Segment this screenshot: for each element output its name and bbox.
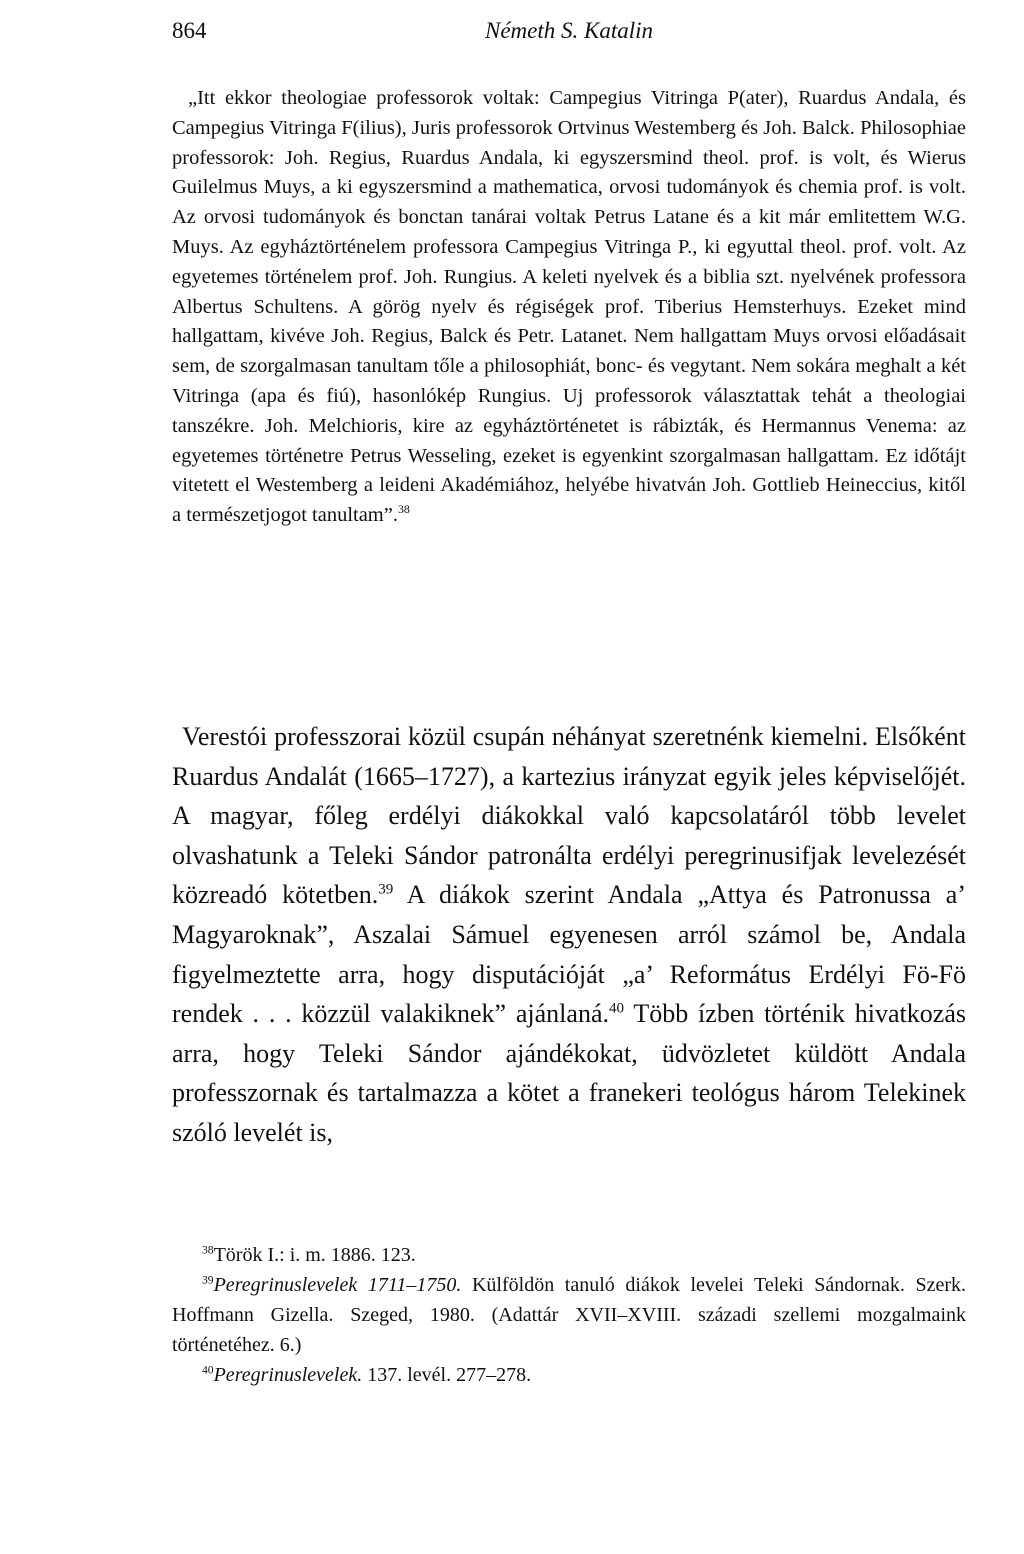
quote-text: „Itt ekkor theologiae professorok voltak: Campegius Vitringa P(ater), Ruardus Andala, és Campegius Vitringa F(ilius), Juris professorok Ortvinus Westemberg és Joh. Balck. Philosophiae professorok: Joh. Regius, Ruardus Andala, ki egyszersmind theol. prof. is volt, és Wierus Guilelmus Muys, a ki egyszersmind a mathematica, orvosi tudományok és chemia prof. is volt. Az orvosi tudományok és bonctan tanárai voltak Petrus Latane és a kit már emlitettem W.G. Muys. Az egyháztörténelem professora Campegius Vitringa P., ki egyuttal theol. prof. volt. Az egyetemes történelem prof. Joh. Rungius. A keleti nyelvek és a biblia szt. nyelvének professora Albertus Schultens. A görög nyelv és régiségek prof. Tiberius Hemsterhuys. Ezeket mind hallgattam, kivéve Joh. Regius, Balck és Petr. Latanet. Nem hallgattam Muys orvosi előadásait sem, de szorgalmasan tanultam tőle a philosophiát, bonc- és vegytant. Nem sokára meghalt a két Vitringa (apa és fiú), hasonlókép Rungius. Uj professorok választattak tehát a theologiai tanszékre. Joh. Melchioris, kire az egyháztörténetet is rábizták, és Hermannus Venema: az egyetemes történetre Petrus Wesseling, ezeket is egyenkint szorgalmasan hallgattam. Ez időtájt vitetett el Westemberg a leideni Akadémiához, helyébe hivatván Joh. Gottlieb Heineccius, kitől a természetjogot tanultam”. (172, 87, 966, 527)
block-quote (172, 84, 966, 531)
footnote-ref-38: 38 (397, 502, 410, 517)
quote-paragraph (172, 84, 966, 531)
body-text-part-2: A diákok szerint Andala „Attya és Patronussa a’ Magyaroknak”, Aszalai Sámuel egyenesen arról számol be, Andala figyelmeztette arra, hogy disputációját „a’ Református Erdélyi Fö-Fö rendek . . . közzül valakiknek” ajánlaná. (172, 880, 966, 1029)
footnote-38 (172, 1240, 966, 1270)
footnote-ref-40: 40 (608, 1000, 625, 1017)
body-text-part-3: Több ízben történik hivatkozás arra, hogy Teleki Sándor ajándékokat, üdvözletet küldött Andala professzornak és tartalmazza a kötet a franekeri teológus három Telekinek szóló levelét is, (172, 999, 966, 1147)
footnote-text: Külföldön tanuló diákok levelei Teleki Sándornak. Szerk. Hoffmann Gizella. Szeged, 1980. (Adattár XVII–XVIII. századi szellemi mozgalmaink történetéhez. 6.) (172, 1274, 966, 1356)
footnote-39 (172, 1270, 966, 1360)
footnote-title: Peregrinuslevelek. (213, 1364, 363, 1386)
footnote-title: Peregrinuslevelek 1711–1750. (213, 1274, 462, 1296)
body-paragraph (172, 717, 966, 1153)
footnote-text: 137. levél. 277–278. (362, 1364, 532, 1386)
page-number: 864 (172, 18, 207, 43)
body-text (172, 717, 966, 1153)
running-head: Németh S. Katalin (484, 18, 654, 43)
footnote-text: Török I.: i. m. 1886. 123. (213, 1244, 416, 1266)
footnotes (172, 1240, 966, 1390)
footnote-40 (172, 1360, 966, 1390)
body-text-part-1: Verestói professzorai közül csupán néhányat szeretnénk kiemelni. Elsőként Ruardus Andalát (1665–1727), a kartezius irányzat egyik jeles képviselőjét. A magyar, főleg erdélyi diákokkal való kapcsolatáról több levelet olvashatunk a Teleki Sándor patronálta erdélyi peregrinusifjak levelezését közreadó kötetben. (172, 722, 966, 910)
page-header (172, 18, 966, 50)
footnote-number: 38 (202, 1243, 214, 1257)
footnote-ref-39: 39 (378, 881, 394, 898)
footnote-number: 39 (202, 1273, 214, 1287)
footnote-number: 40 (202, 1363, 214, 1377)
